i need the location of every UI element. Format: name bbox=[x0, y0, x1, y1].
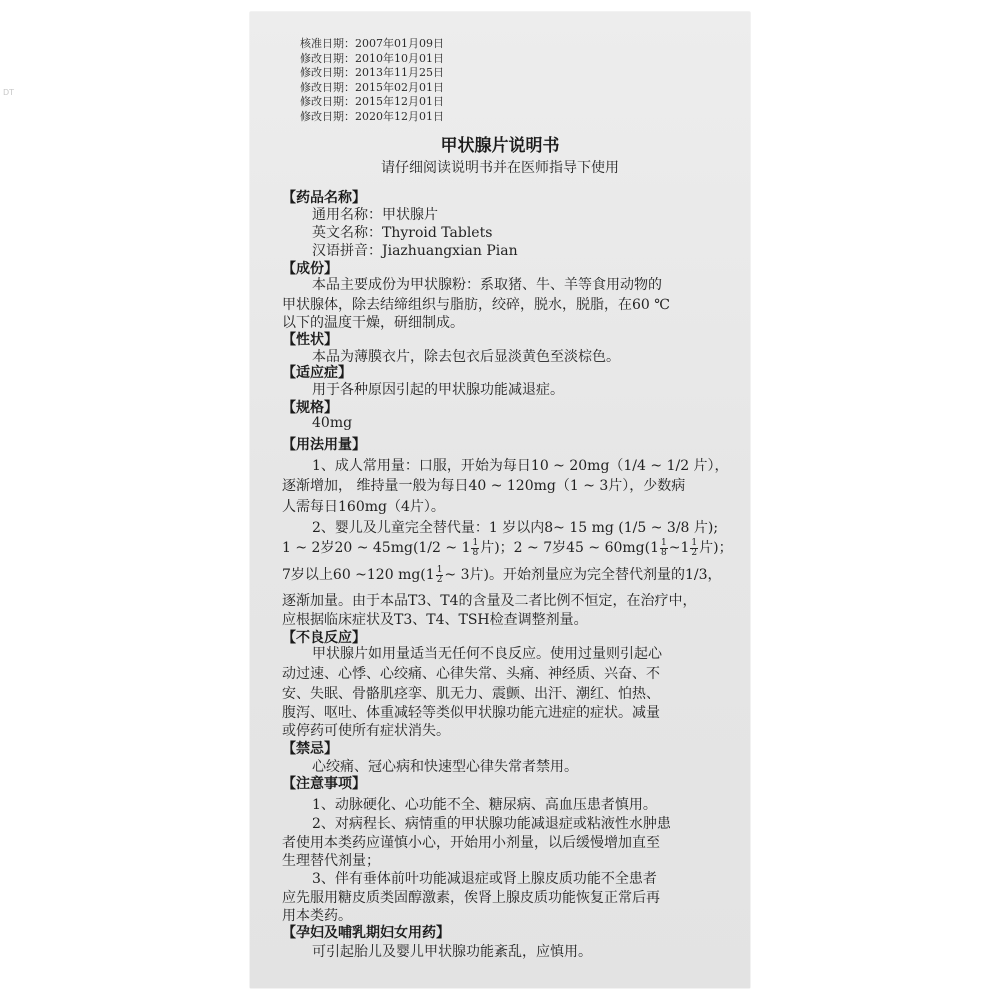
dosage-text: ~ 3片)。开始剂量应为完全替代剂量的1/3， bbox=[444, 567, 722, 583]
english-name: 英文名称：Thyroid Tablets bbox=[312, 225, 493, 241]
fraction: $\frac{1}{8}$ bbox=[472, 537, 479, 558]
precaution-line: 生理替代剂量； bbox=[282, 853, 380, 869]
section-heading-character: 【性状】 bbox=[282, 332, 338, 348]
indication-text: 用于各种原因引起的甲状腺功能减退症。 bbox=[312, 382, 564, 398]
adverse-line: 或停药可使所有症状消失。 bbox=[282, 723, 450, 739]
dosage-line: 人需每日160mg（4片）。 bbox=[282, 499, 445, 515]
adverse-line: 动过速、心悸、心绞痛、心律失常、头痛、神经质、兴奋、不 bbox=[282, 666, 660, 682]
section-heading-name: 【药品名称】 bbox=[282, 190, 366, 206]
approval-dates bbox=[300, 37, 444, 124]
dosage-line-fractions bbox=[282, 564, 722, 585]
generic-name: 通用名称：甲状腺片 bbox=[312, 207, 438, 223]
section-heading-contraindication: 【禁忌】 bbox=[282, 741, 338, 757]
adverse-line: 腹泻、呕吐、体重减轻等类似甲状腺功能亢进症的症状。减量 bbox=[282, 705, 660, 721]
pregnancy-text: 可引起胎儿及婴儿甲状腺功能紊乱，应慎用。 bbox=[312, 944, 592, 960]
fraction: $\frac{1}{2}$ bbox=[436, 564, 443, 585]
dosage-line: 1、成人常用量：口服，开始为每日10 ~ 20mg（1/4 ~ 1/2 片）， bbox=[312, 458, 729, 474]
dosage-line: 2、婴儿及儿童完全替代量：1 岁以内8~ 15 mg (1/5 ~ 3/8 片); bbox=[312, 520, 719, 536]
fraction: $\frac{1}{2}$ bbox=[691, 537, 698, 558]
dosage-line: 逐渐加量。由于本品T3、T4的含量及二者比例不恒定，在治疗中， bbox=[282, 593, 697, 609]
section-heading-pregnancy: 【孕妇及哺乳期妇女用药】 bbox=[282, 925, 450, 941]
adverse-line: 甲状腺片如用量适当无任何不良反应。使用过量则引起心 bbox=[312, 646, 662, 662]
spec-text: 40mg bbox=[312, 415, 353, 431]
dosage-line: 应根据临床症状及T3、T4、TSH检查调整剂量。 bbox=[282, 612, 588, 628]
revision-date: 修改日期：2010年10月01日 bbox=[300, 51, 444, 65]
section-heading-precautions: 【注意事项】 bbox=[282, 776, 366, 792]
dosage-line: 逐渐增加， 维持量一般为每日40 ~ 120mg（1 ~ 3片），少数病 bbox=[282, 478, 686, 494]
dosage-line-fractions bbox=[282, 537, 733, 558]
precaution-line: 3、伴有垂体前叶功能减退症或肾上腺皮质功能不全患者 bbox=[312, 871, 657, 887]
composition-line: 甲状腺体，除去结缔组织与脂肪，绞碎，脱水，脱脂，在60 ℃ bbox=[282, 297, 670, 313]
document-title: 甲状腺片说明书 bbox=[440, 136, 560, 156]
section-heading-composition: 【成份】 bbox=[282, 261, 338, 277]
section-heading-spec: 【规格】 bbox=[282, 400, 338, 416]
revision-date: 修改日期：2013年11月25日 bbox=[300, 66, 444, 79]
approval-date: 核准日期：2007年01月09日 bbox=[300, 37, 444, 50]
document-subtitle: 请仔细阅读说明书并在医师指导下使用 bbox=[381, 160, 619, 176]
dosage-text: 7岁以上60 ~120 mg(1 bbox=[282, 567, 435, 583]
composition-line: 以下的温度干燥，研细制成。 bbox=[282, 315, 464, 331]
revision-date: 修改日期：2015年12月01日 bbox=[300, 95, 444, 108]
adverse-line: 安、失眠、骨骼肌痉挛、肌无力、震颤、出汗、潮红、怕热、 bbox=[282, 686, 660, 702]
precaution-line: 2、对病程长、病情重的甲状腺功能减退症或粘液性水肿患 bbox=[312, 816, 671, 832]
section-heading-dosage: 【用法用量】 bbox=[282, 437, 366, 453]
section-heading-adverse: 【不良反应】 bbox=[282, 630, 366, 646]
precaution-line: 者使用本类药应谨慎小心，开始用小剂量，以后缓慢增加直至 bbox=[282, 835, 660, 851]
pinyin-name: 汉语拼音：Jiazhuangxian Pian bbox=[312, 243, 518, 259]
revision-date: 修改日期：2015年02月01日 bbox=[300, 80, 444, 94]
fraction: $\frac{1}{8}$ bbox=[661, 537, 667, 558]
contraindication-text: 心绞痛、冠心病和快速型心律失常者禁用。 bbox=[312, 759, 578, 775]
section-heading-indication: 【适应症】 bbox=[282, 365, 352, 381]
character-text: 本品为薄膜衣片，除去包衣后显淡黄色至淡棕色。 bbox=[312, 349, 620, 365]
precaution-line: 1、动脉硬化、心功能不全、糖尿病、高血压患者慎用。 bbox=[312, 797, 657, 813]
dosage-text: ~1 bbox=[668, 540, 690, 556]
composition-line: 本品主要成份为甲状腺粉：系取猪、牛、羊等食用动物的 bbox=[312, 277, 662, 293]
precaution-line: 应先服用糖皮质类固醇激素，俟肾上腺皮质功能恢复正常后再 bbox=[282, 890, 660, 906]
revision-date: 修改日期：2020年12月01日 bbox=[300, 109, 444, 123]
dosage-text: 1 ~ 2岁20 ~ 45mg(1/2 ~ 1 bbox=[282, 540, 471, 556]
dosage-text: 片)；2 ~ 7岁45 ~ 60mg(1 bbox=[480, 540, 659, 556]
dosage-text: 片)； bbox=[699, 540, 733, 556]
precaution-line: 用本类药。 bbox=[282, 908, 352, 924]
watermark: DT bbox=[3, 88, 15, 97]
